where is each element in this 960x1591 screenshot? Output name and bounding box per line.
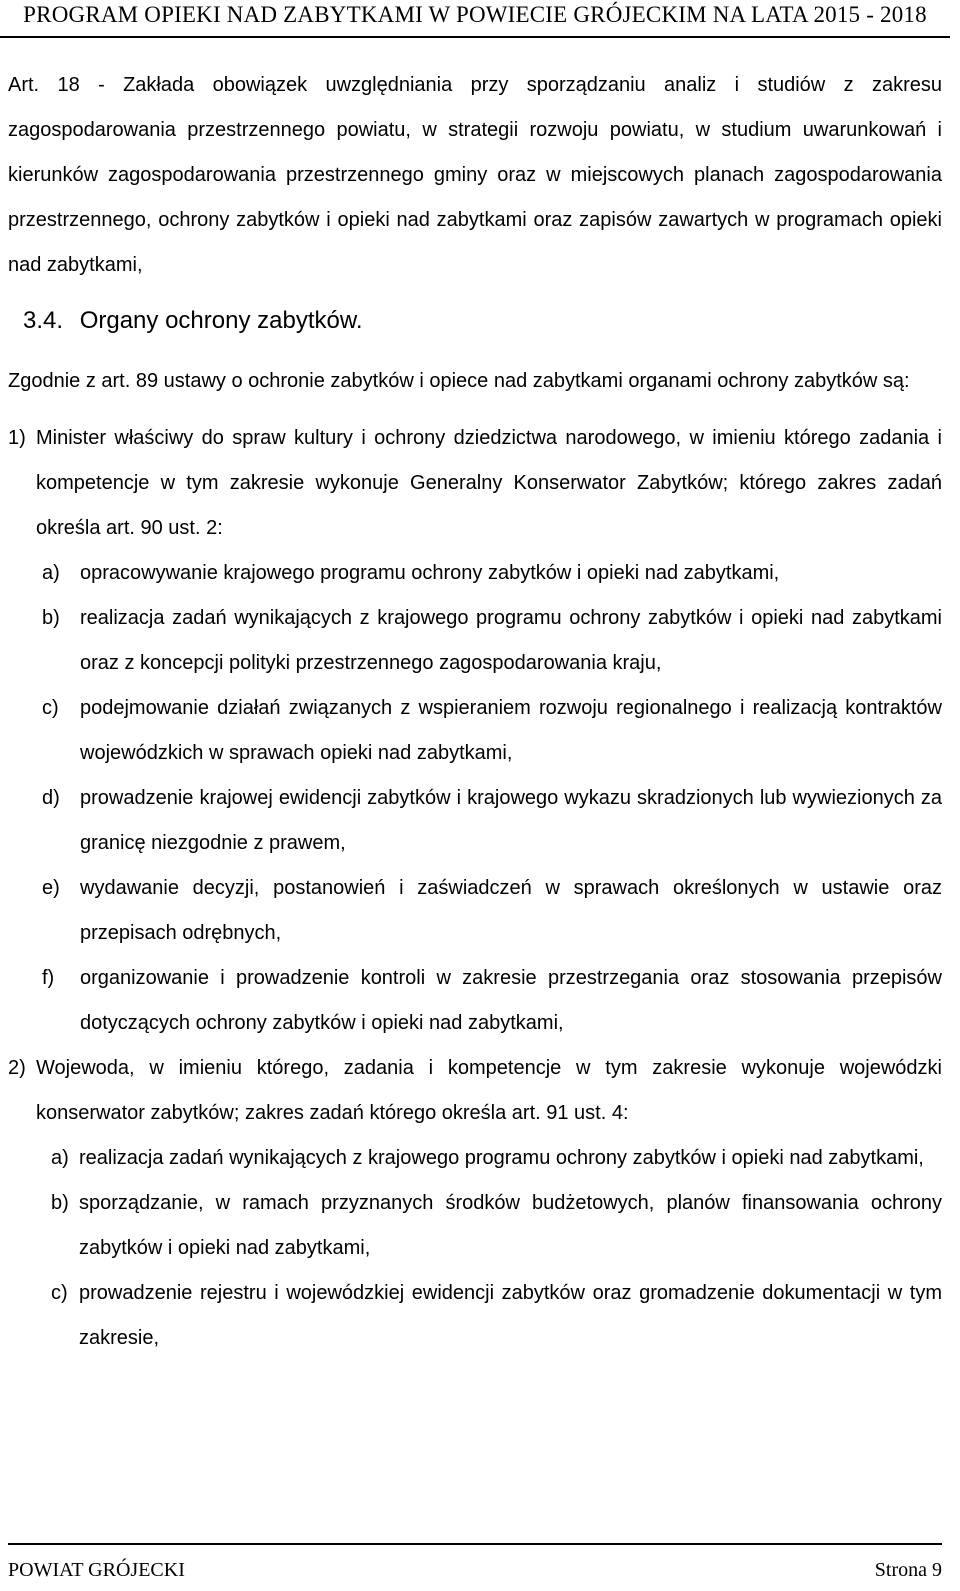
sublist-marker: f) [42, 967, 55, 989]
sublist-text: realizacja zadań wynikających z krajowego programu ochrony zabytków i opieki nad zabytkami oraz z koncepcji polityki przestrzennego zagospodarowania kraju, [80, 607, 942, 674]
page-footer [8, 1543, 942, 1591]
header-title: PROGRAM OPIEKI NAD ZABYTKAMI W POWIECIE GRÓJECKIM NA LATA 2015 - 2018 [23, 2, 927, 27]
section-heading [23, 301, 942, 341]
intro-paragraph: Zgodnie z art. 89 ustawy o ochronie zabytków i opiece nad zabytkami organami ochrony zabytków są: [8, 370, 910, 392]
sublist-text: podejmowanie działań związanych z wspieraniem rozwoju regionalnego i realizacją kontraktów wojewódzkich w sprawach opieki nad zabytkami, [80, 697, 942, 764]
sublist-text: opracowywanie krajowego programu ochrony zabytków i opieki nad zabytkami, [80, 562, 780, 584]
sublist-marker: a) [42, 562, 60, 584]
sublist-item [8, 866, 942, 956]
list-item-wojewoda [8, 1046, 942, 1136]
sublist-marker: b) [42, 607, 60, 629]
sublist-text: sporządzanie, w ramach przyznanych środków budżetowych, planów finansowania ochrony zabytków i opieki nad zabytkami, [79, 1192, 942, 1259]
sublist-item [8, 596, 942, 686]
sublist-text: prowadzenie krajowej ewidencji zabytków i krajowego wykazu skradzionych lub wywiezionych za granicę niezgodnie z prawem, [80, 787, 942, 854]
list-item-text: Minister właściwy do spraw kultury i ochrony dziedzictwa narodowego, w imieniu którego zadania i kompetencje w tym zakresie wykonuje Generalny Konserwator Zabytków; którego zakres zadań określa art. 90 ust. 2: [36, 427, 942, 539]
sublist-item [8, 1271, 942, 1361]
sublist-marker: c) [51, 1282, 68, 1304]
sublist-item [8, 686, 942, 776]
sublist-text: organizowanie i prowadzenie kontroli w zakresie przestrzegania oraz stosowania przepisów dotyczących ochrony zabytków i opieki nad zabytkami, [80, 967, 942, 1034]
sublist-text: prowadzenie rejestru i wojewódzkiej ewidencji zabytków oraz gromadzenie dokumentacji w tym zakresie, [79, 1282, 942, 1349]
sublist-text: realizacja zadań wynikających z krajowego programu ochrony zabytków i opieki nad zabytkami, [79, 1147, 924, 1169]
sublist-marker: c) [42, 697, 59, 719]
page-header [0, 0, 950, 38]
article-18-paragraph: Art. 18 - Zakłada obowiązek uwzględniania przy sporządzaniu analiz i studiów z zakresu zagospodarowania przestrzennego powiatu, w strategii rozwoju powiatu, w studium uwarunkowań i kierunków zagospodarowania przestrzennego gminy oraz w miejscowych planach zagospodarowania przestrzennego, ochrony zabytków i opieki nad zabytkami oraz zapisów zawartych w programach opieki nad zabytkami, [8, 74, 942, 276]
sublist-item [8, 1136, 942, 1181]
list-item-text: Wojewoda, w imieniu którego, zadania i kompetencje w tym zakresie wykonuje wojewódzki konserwator zabytków; zakres zadań którego określa art. 91 ust. 4: [36, 1057, 942, 1124]
list-item-minister [8, 416, 942, 551]
sublist-text: wydawanie decyzji, postanowień i zaświadczeń w sprawach określonych w ustawie oraz przepisach odrębnych, [80, 877, 942, 944]
sublist-item [8, 1181, 942, 1271]
footer-county: POWIAT GRÓJECKI [8, 1559, 185, 1581]
list-marker: 2) [8, 1057, 26, 1079]
sublist-item [8, 956, 942, 1046]
sublist-marker: d) [42, 787, 60, 809]
sublist-marker: a) [51, 1147, 69, 1169]
section-title: Organy ochrony zabytków. [79, 307, 363, 334]
list-marker: 1) [8, 427, 26, 449]
sublist-item [8, 551, 942, 596]
sublist-marker: b) [51, 1192, 69, 1214]
section-number: 3.4. [23, 307, 64, 334]
page-content [8, 63, 942, 1361]
footer-page-number: Strona 9 [874, 1559, 942, 1581]
sublist-marker: e) [42, 877, 60, 899]
sublist-item [8, 776, 942, 866]
